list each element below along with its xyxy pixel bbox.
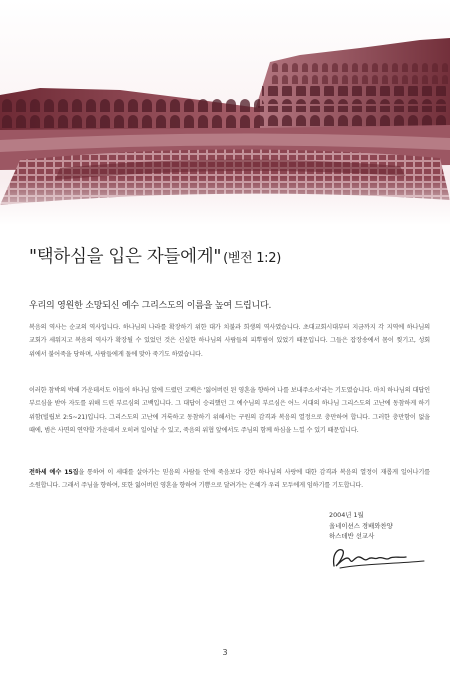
paragraph-3 xyxy=(29,466,430,493)
signature-block xyxy=(329,510,439,542)
paragraph-1: 복음의 역사는 순교의 역사입니다. 하나님의 나라를 확장하기 위한 대가 치불과 희생의 역사였습니다. 초대교회시대부터 지금까지 각 지역에 하나님의 교회가 세워지고 복음의 역사가 확장될 수 있었던 것은 신실한 하나님의 사람들의 피뿌림이 있었기 때문입니다. 그들은 잡장송에서 몸이 찢기고, 성회 위에서 불어죽을 당하며, 사람들에게 돌에 맞아 죽기도 하였습니다. xyxy=(29,324,430,358)
page-title xyxy=(29,243,429,268)
paragraph-3-emphasis: 전하세 예수 15집 xyxy=(29,469,79,476)
paragraph-3-text: 을 통하여 이 세대를 살아가는 믿음의 사람들 안에 죽음보다 강한 하나님의 사랑에 대한 감격과 복음의 열정이 재롭게 일어나기를 소원합니다. 그래서 주님을 향하여, 또한 잃어버린 영혼을 향하여 기쁨으로 달려가는 은혜가 우리 모두에게 임하기를 기도합니다. xyxy=(29,469,430,490)
paragraph-2: 이러한 참박의 박해 가운데서도 이들이 하나님 앞에 드렸던 고백은 '잃어버린 된 영혼을 향하여 나를 보내주소서'라는 기도였습니다. 마치 하나님의 대답인 부르심을 받아 자도를 위해 드린 부르심의 고백입니다. 그 대답이 승리했던 그 예수님의 부르심은 어느 시대의 하나님 그리스도의 고난에 동참하게 하기 위함(빌립보 2:5~21)입니다. 그리스도의 고난에 거룩하고 동참하기 위해서는 구원의 감격과 복음의 열정으로 충만하여 합니다. 그러한 충만함이 없을 때에, 범은 사면의 연약할 가운데서 오히려 일어날 수 있고, 죽음의 위협 앞에서도 주님의 함께 하심을 느낄 수 있기 때문입니다. xyxy=(29,387,430,435)
lead-sentence: 우리의 영원한 소망되신 예수 그리스도의 이름을 높여 드립니다. xyxy=(29,301,272,311)
handwritten-signature xyxy=(320,540,430,574)
title-reference: (벧전 1:2) xyxy=(223,251,281,266)
page-number: 3 xyxy=(222,648,228,657)
signature-org: 올네이션스 경배와찬양 xyxy=(329,521,393,530)
title-quote: "택하심을 입은 자들에게" xyxy=(29,247,222,267)
signature-name: 하스데반 선교사 xyxy=(329,532,375,540)
signature-date: 2004년 1월 xyxy=(329,511,364,519)
colosseum-photo xyxy=(0,0,450,225)
